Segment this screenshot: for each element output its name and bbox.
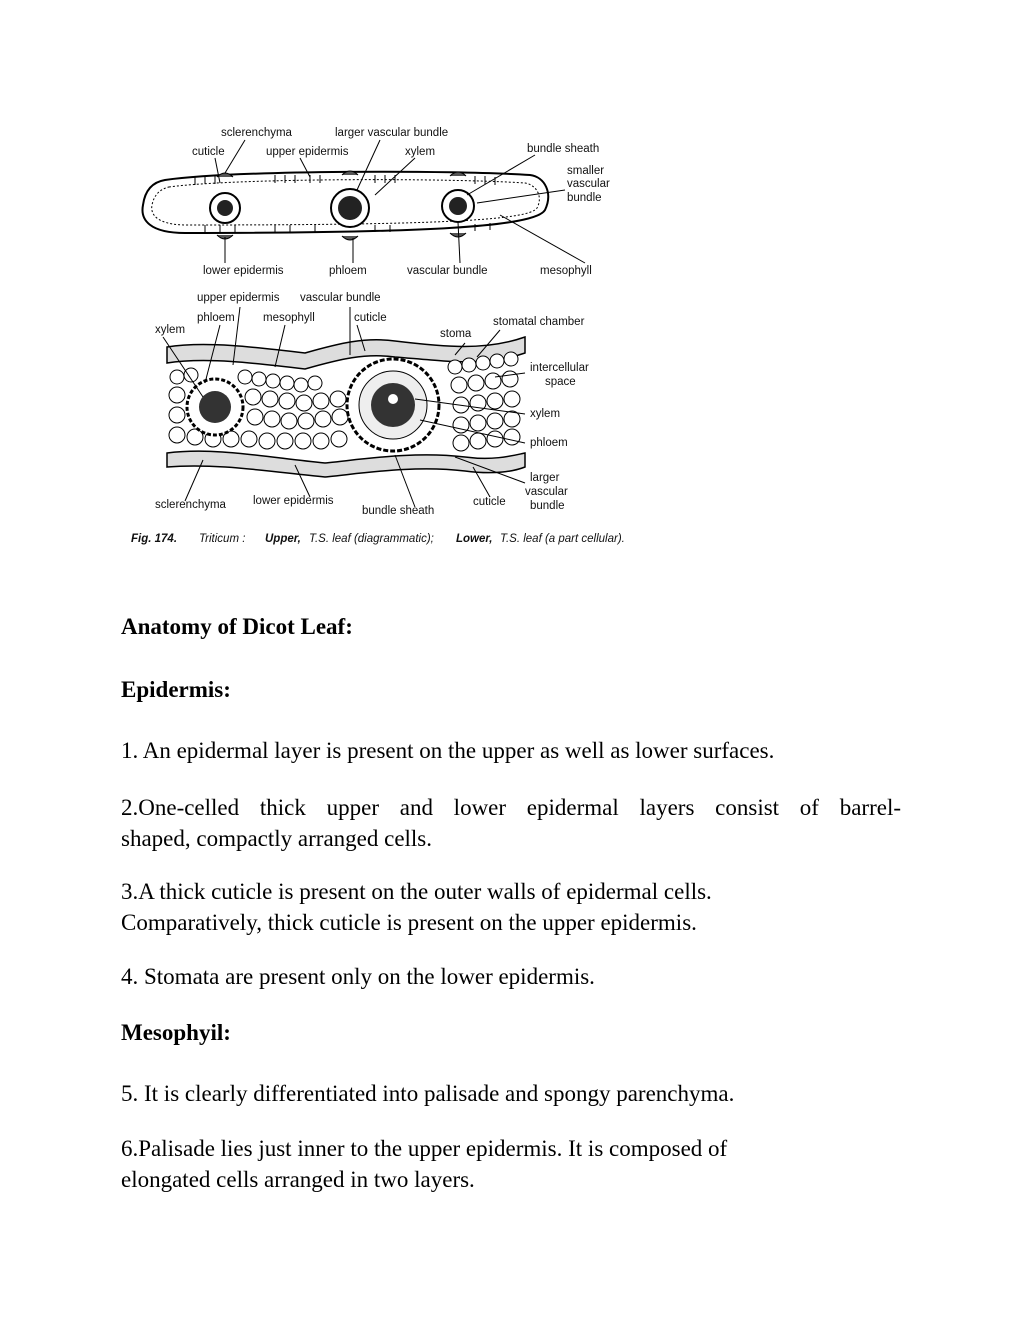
- label-xylem: xylem: [405, 146, 436, 158]
- figure-caption: [131, 533, 625, 545]
- label-phloem-3: phloem: [530, 437, 568, 449]
- paragraph-6-line-1: 6.Palisade lies just inner to the upper epidermis. It is composed of: [121, 1136, 728, 1161]
- paragraph-2-line-1: 2.One-celled thick upper and lower epidermal layers consist of barrel-: [121, 795, 901, 820]
- label-phloem: phloem: [329, 265, 367, 277]
- label-bundle: bundle: [567, 192, 602, 204]
- label-vascular-bundle: vascular bundle: [407, 265, 488, 277]
- caption-fig-number: Fig. 174.: [131, 533, 178, 545]
- label-mesophyll: mesophyll: [540, 265, 592, 277]
- label-intercellular: intercellular: [530, 362, 589, 374]
- caption-genus: Triticum :: [199, 533, 246, 545]
- paragraph-3-line-2: Comparatively, thick cuticle is present on the upper epidermis.: [121, 910, 697, 935]
- caption-upper-word: Upper,: [265, 533, 301, 545]
- label-bundle-sheath-2: bundle sheath: [362, 505, 435, 517]
- label-larger: larger: [530, 472, 560, 484]
- label-cuticle-2: cuticle: [354, 312, 387, 324]
- label-xylem-3: xylem: [530, 408, 561, 420]
- leaf-diagram: [125, 115, 655, 555]
- label-lower-epidermis: lower epidermis: [203, 265, 284, 277]
- paragraph-3-line-1: 3.A thick cuticle is present on the outer walls of epidermal cells.: [121, 879, 712, 904]
- label-bundle-sheath: bundle sheath: [527, 143, 600, 155]
- label-smaller: smaller: [567, 165, 605, 177]
- label-sclerenchyma-2: sclerenchyma: [155, 499, 226, 511]
- label-cuticle: cuticle: [192, 146, 225, 158]
- paragraph-1: 1. An epidermal layer is present on the upper as well as lower surfaces.: [121, 738, 775, 763]
- paragraph-5: 5. It is clearly differentiated into palisade and spongy parenchyma.: [121, 1081, 735, 1106]
- label-sclerenchyma: sclerenchyma: [221, 127, 292, 139]
- section-heading-epidermis: Epidermis:: [121, 677, 231, 702]
- label-vascular-2: vascular: [525, 486, 568, 498]
- label-vascular: vascular: [567, 178, 610, 190]
- label-mesophyll-2: mesophyll: [263, 312, 315, 324]
- section-heading-mesophyll: Mesophyil:: [121, 1020, 231, 1045]
- paragraph-6-line-2: elongated cells arranged in two layers.: [121, 1167, 475, 1192]
- paragraph-4: 4. Stomata are present only on the lower epidermis.: [121, 964, 595, 989]
- paragraph-2-line-2: shaped, compactly arranged cells.: [121, 826, 433, 851]
- label-stomatal-chamber: stomatal chamber: [493, 316, 585, 328]
- label-stoma: stoma: [440, 328, 472, 340]
- label-phloem-2: phloem: [197, 312, 235, 324]
- label-upper-epidermis: upper epidermis: [266, 146, 349, 158]
- cellular-section: [155, 292, 589, 517]
- label-lower-epidermis-2: lower epidermis: [253, 495, 334, 507]
- leaf-section-figure: [125, 115, 655, 555]
- label-larger-vascular-bundle: larger vascular bundle: [335, 127, 449, 139]
- caption-upper-desc: T.S. leaf (diagrammatic);: [309, 533, 434, 545]
- label-space: space: [545, 376, 576, 388]
- label-cuticle-3: cuticle: [473, 496, 506, 508]
- label-vascular-bundle-2: vascular bundle: [300, 292, 381, 304]
- caption-lower-word: Lower,: [456, 533, 493, 545]
- caption-lower-desc: T.S. leaf (a part cellular).: [500, 533, 625, 545]
- diagrammatic-section: [142, 127, 609, 277]
- label-bundle-2: bundle: [530, 500, 565, 512]
- page-title: Anatomy of Dicot Leaf:: [121, 614, 353, 639]
- label-xylem-2: xylem: [155, 324, 186, 336]
- label-upper-epidermis-2: upper epidermis: [197, 292, 280, 304]
